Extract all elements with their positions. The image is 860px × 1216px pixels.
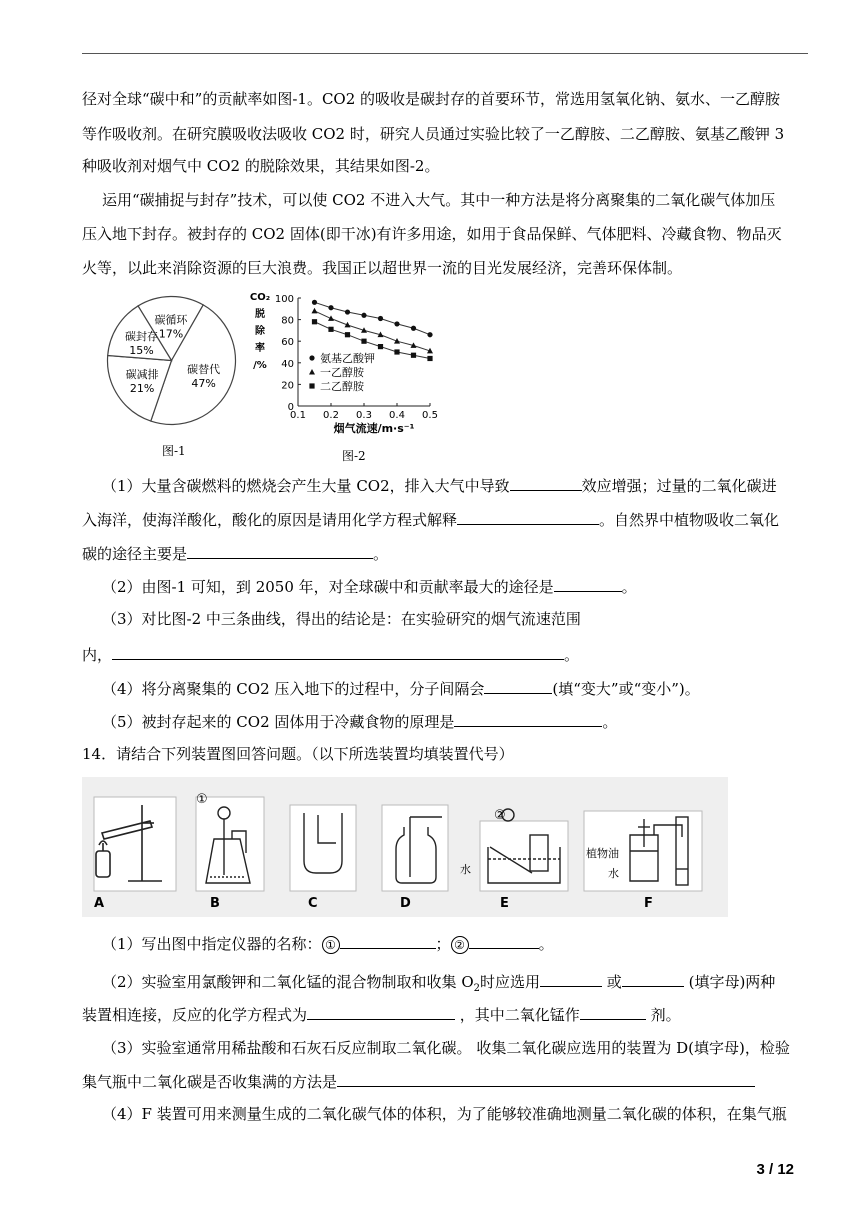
answer-blank[interactable]: [337, 1070, 755, 1087]
legend-label: 二乙醇胺: [320, 380, 364, 393]
answer-blank[interactable]: [457, 508, 599, 525]
line-group: [250, 292, 438, 435]
apparatus-d-box: [382, 805, 448, 891]
legend-marker: [309, 383, 314, 388]
apparatus-label: D: [400, 896, 411, 911]
legend-marker: [309, 369, 315, 375]
apparatus-c-box: [290, 805, 356, 891]
figure-2-caption: 图-2: [342, 449, 366, 463]
apparatus-label: A: [94, 896, 105, 911]
paragraph-line: 种吸收剂对烟气中 CO2 的脱除效果，其结果如图-2。: [82, 157, 440, 175]
data-point: [411, 353, 416, 358]
y-tick-label: 100: [274, 294, 294, 305]
answer-blank[interactable]: [187, 542, 373, 559]
q14-2-line2: 装置相连接，反应的化学方程式为 ，其中二氧化锰作 剂。: [82, 1003, 808, 1025]
marker-1: ①: [196, 792, 208, 807]
x-tick-label: 0.4: [389, 410, 405, 421]
data-point: [328, 315, 334, 321]
marker-2-inline: ②: [451, 936, 469, 954]
apparatus-figure: [82, 777, 728, 917]
q13-1-line2: 入海洋，使海洋酸化，酸化的原因是请用化学方程式解释 。自然界中植物吸收二氧化: [82, 508, 808, 530]
x-tick-label: 0.2: [323, 410, 339, 421]
water-label: 水: [460, 863, 471, 876]
y-tick-label: 20: [281, 380, 294, 392]
answer-blank[interactable]: [554, 575, 622, 592]
q14-4-line1: （4）F 装置可用来测量生成的二氧化碳气体的体积，为了能够较准确地测量二氧化碳的体积，在集气瓶: [102, 1105, 787, 1123]
data-point: [345, 309, 350, 314]
legend-label: 氨基乙酸钾: [320, 352, 375, 365]
y-tick-label: 60: [281, 337, 294, 349]
q14-1-line: （1）写出图中指定仪器的名称： ① ； ② 。: [102, 932, 808, 954]
answer-blank[interactable]: [540, 970, 602, 987]
q14-3-line1: （3）实验室通常用稀盐酸和石灰石反应制取二氧化碳。 收集二氧化碳应选用的装置为 D(填字母)，检验: [102, 1039, 790, 1057]
x-tick-label: 0.5: [422, 410, 438, 421]
data-point: [394, 349, 399, 354]
pie-value-label: 17%: [158, 327, 184, 341]
pie-chart: [104, 293, 239, 428]
answer-blank[interactable]: [469, 932, 539, 949]
pie-value-label: 21%: [129, 381, 155, 395]
pie-label: 碳减排: [125, 367, 159, 381]
data-point: [312, 319, 317, 324]
q13-4-line: （4）将分离聚集的 CO2 压入地下的过程中，分子间隔会 (填“变大”或“变小”)。: [102, 677, 808, 699]
data-point: [378, 316, 383, 321]
q13-2-line: （2）由图-1 可知，到 2050 年，对全球碳中和贡献率最大的途径是 。: [102, 575, 808, 597]
answer-blank[interactable]: [622, 970, 684, 987]
pie-label: 碳循环: [154, 313, 188, 327]
q13-1-line1: （1）大量含碳燃料的燃烧会产生大量 CO2，排入大气中导致 效应增强；过量的二氧化碳进: [102, 474, 808, 496]
answer-blank[interactable]: [484, 677, 552, 694]
y-axis-label: /%: [253, 360, 267, 371]
data-point: [312, 308, 318, 314]
y-axis-label: 除: [255, 326, 265, 337]
apparatus-label: B: [210, 896, 220, 911]
figure-1-caption: 图-1: [162, 444, 186, 458]
q13-3-line2: 内， 。: [82, 643, 808, 665]
paragraph-line: 运用“碳捕捉与封存”技术，可以使 CO2 不进入大气。其中一种方法是将分离聚集的二氧化碳气体加压: [102, 191, 776, 209]
pie-value-label: 15%: [129, 344, 154, 358]
x-axis-label: 烟气流速/m·s⁻¹: [333, 422, 415, 435]
q13-3-line1: （3）对比图-2 中三条曲线，得出的结论是：在实验研究的烟气流速范围: [102, 610, 581, 628]
answer-blank[interactable]: [454, 710, 602, 727]
y-tick-label: 0: [287, 402, 294, 413]
paragraph-line: 等作吸收剂。在研究膜吸收法吸收 CO2 时，研究人员通过实验比较了一乙醇胺、二乙醇胺、氨基乙酸钾 3: [82, 125, 785, 143]
pie-label: 碳替代: [187, 362, 221, 376]
data-point: [427, 332, 432, 337]
paragraph-line: 径对全球“碳中和”的贡献率如图-1。CO2 的吸收是碳封存的首要环节，常选用氢氧化钠、氨水、一乙醇胺: [82, 90, 781, 108]
data-point: [378, 344, 383, 349]
data-point: [361, 339, 366, 344]
y-axis-label: CO₂: [249, 292, 271, 303]
legend-marker: [309, 355, 314, 360]
legend-label: 一乙醇胺: [320, 366, 364, 379]
q14-stem: 14．请结合下列装置图回答问题。（以下所选装置均填装置代号）: [82, 745, 514, 763]
x-tick-label: 0.1: [290, 410, 306, 421]
answer-blank[interactable]: [307, 1003, 455, 1020]
oil-label: 植物油: [586, 847, 619, 860]
marker-2: ②: [494, 808, 506, 823]
y-tick-label: 40: [281, 358, 294, 370]
y-axis-label: 脱: [255, 309, 265, 320]
header-rule: [82, 53, 808, 54]
data-point: [312, 300, 317, 305]
q14-2-line1: （2）实验室用氯酸钾和二氧化锰的混合物制取和收集 $O_2$时应选用 或 (填字母)两种: [102, 970, 808, 999]
apparatus-label: F: [644, 896, 653, 911]
data-point: [328, 327, 333, 332]
data-point: [328, 305, 333, 310]
pie-label: 碳封存: [124, 330, 158, 344]
answer-blank[interactable]: [340, 932, 436, 949]
q14-3-line2: 集气瓶中二氧化碳是否收集满的方法是: [82, 1070, 808, 1092]
answer-blank[interactable]: [510, 474, 582, 491]
data-point: [361, 313, 366, 318]
y-tick-label: 80: [281, 315, 294, 327]
q13-1-line3: 碳的途径主要是 。: [82, 542, 808, 564]
apparatus-e-box: [480, 821, 568, 891]
apparatus-label: E: [500, 896, 509, 911]
data-point: [394, 321, 399, 326]
paragraph-line: 火等，以此来消除资源的巨大浪费。我国正以超世界一流的目光发展经济，完善环保体制。: [82, 259, 683, 277]
page-number: 3 / 12: [756, 1161, 794, 1178]
marker-1-inline: ①: [322, 936, 340, 954]
x-tick-label: 0.3: [356, 410, 372, 421]
pie-value-label: 47%: [191, 376, 216, 390]
line-chart: [246, 288, 446, 443]
data-point: [427, 356, 432, 361]
answer-blank[interactable]: [580, 1003, 646, 1020]
y-axis-label: 率: [255, 343, 265, 354]
apparatus-label: C: [308, 896, 318, 911]
water-label-f: 水: [608, 867, 619, 880]
pie-group: [108, 297, 236, 425]
data-point: [411, 326, 416, 331]
q13-5-line: （5）被封存起来的 CO2 固体用于冷藏食物的原理是 。: [102, 710, 808, 732]
paragraph-line: 压入地下封存。被封存的 CO2 固体(即干冰)有许多用途，如用于食品保鲜、气体肥料、冷藏食物、物品灭: [82, 225, 782, 243]
data-point: [345, 332, 350, 337]
answer-blank[interactable]: [112, 643, 564, 660]
